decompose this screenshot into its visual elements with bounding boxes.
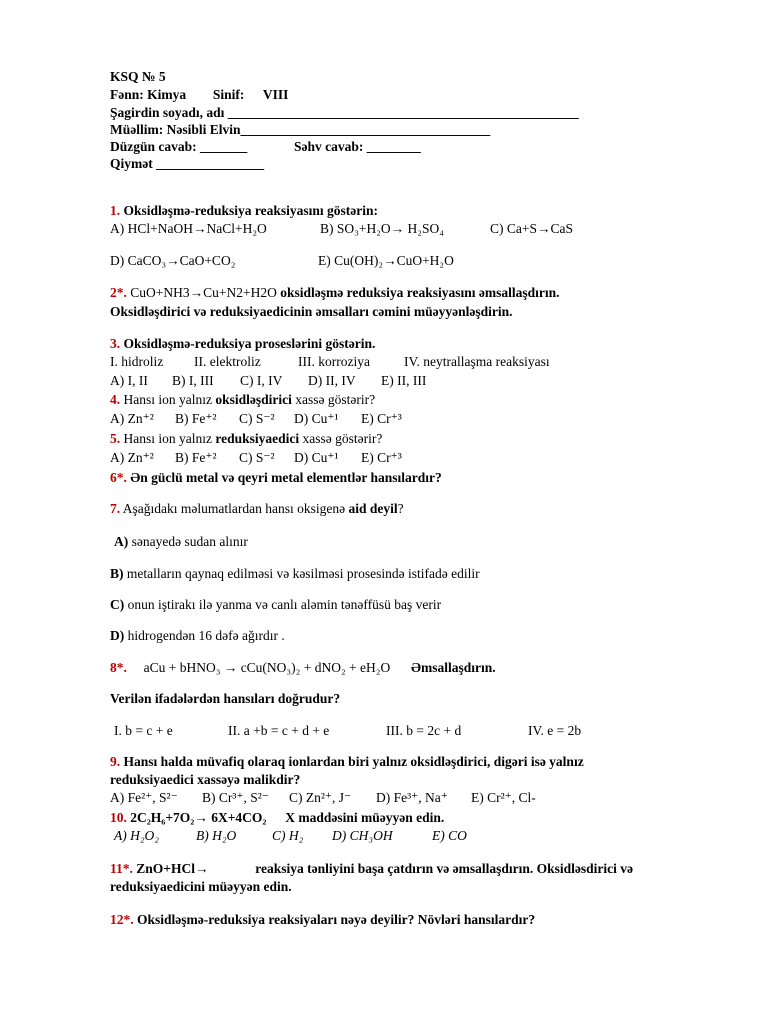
question-9 — [110, 753, 584, 771]
q3-items — [110, 353, 550, 371]
q7-option-d — [110, 627, 285, 645]
q3-answers — [110, 372, 426, 390]
option-d: D) CH₃OH — [332, 828, 393, 843]
option-e: E) CO — [432, 828, 467, 843]
question-2 — [110, 284, 560, 302]
option-a: A) Zn⁺² — [110, 411, 154, 426]
question-8 — [110, 659, 496, 677]
question-keyword: reduksiyaedici — [215, 431, 300, 446]
question-text: Aşağıdakı məlumatlardan hansı oksigenə — [122, 501, 346, 516]
question-number: 11*. — [110, 861, 133, 876]
option-a: A) Zn⁺² — [110, 450, 154, 465]
question-2-continued: Oksidləşdirici və reduksiyaedicinin əmsalları cəmini müəyyənləşdirin. — [110, 304, 513, 319]
option-text: sənayedə sudan alınır — [131, 534, 248, 549]
teacher-line: Müəllim: Nəsibli Elvin_____________________________________ — [110, 122, 491, 137]
grade-value: VIII — [262, 87, 289, 102]
q4-answers — [110, 410, 402, 428]
question-number: 7. — [110, 501, 121, 516]
option-label: A) — [114, 534, 129, 549]
statement: IV. e = 2b — [528, 723, 582, 738]
question-text: X maddəsini müəyyən edin. — [285, 810, 445, 825]
question-task: Əmsallaşdırın. — [410, 660, 496, 675]
question-number: 1. — [110, 203, 121, 218]
q7-option-b — [110, 565, 480, 583]
equation: CuO+NH3→Cu+N2+H2O — [130, 285, 277, 300]
question-number: 3. — [110, 336, 121, 351]
q1-options-row2 — [110, 252, 454, 270]
option-b: B) Fe⁺² — [175, 411, 217, 426]
option-c: C) Zn²⁺, J⁻ — [289, 790, 352, 805]
question-1 — [110, 202, 378, 220]
statement: I. b = c + e — [114, 723, 173, 738]
equation: ZnO+HCl→ — [136, 861, 209, 876]
option-e: E) Cr⁺³ — [361, 450, 402, 465]
option-b: B) I, III — [172, 373, 214, 388]
q5-answers — [110, 449, 402, 467]
question-4 — [110, 391, 375, 409]
question-12 — [110, 911, 535, 929]
student-name-field: Şagirdin soyadı, adı ____________________________________________________ — [110, 105, 579, 120]
grade-field: Qiymət ________________ — [110, 156, 265, 171]
question-text: xassə göstərir? — [295, 392, 376, 407]
question-text: ? — [397, 501, 404, 516]
option-text: hidrogendən 16 dəfə ağırdır . — [127, 628, 285, 643]
question-number: 5. — [110, 431, 121, 446]
question-text: Oksidləşmə-reduksiya reaksiyaları nəyə deyilir? Növləri hansılardır? — [137, 912, 536, 927]
option-c: C) S⁻² — [239, 450, 275, 465]
question-text: Hansı halda müvafiq olaraq ionlardan biri yalnız oksidləşdirici, digəri isə yalnız — [123, 754, 584, 769]
q1-options-row1 — [110, 220, 573, 238]
option-a: A) I, II — [110, 373, 148, 388]
option-b: B) H₂O — [196, 828, 237, 843]
grade-label: Sinif: — [212, 87, 245, 102]
question-number: 9. — [110, 754, 121, 769]
option-c: C) S⁻² — [239, 411, 275, 426]
q10-answers — [114, 827, 467, 845]
option-b: B) Cr³⁺, S²⁻ — [202, 790, 269, 805]
option-d: D) CaCO₃→CaO+CO₂ — [110, 253, 236, 268]
worksheet-code: KSQ № 5 — [110, 69, 166, 84]
option-text: metalların qaynaq edilməsi və kəsilməsi prosesində istifadə edilir — [126, 566, 480, 581]
question-7 — [110, 500, 404, 518]
question-text: Ən güclü metal və qeyri metal elementlər hansılardır? — [130, 470, 442, 485]
question-text: reaksiya tənliyini başa çatdırın və əmsallaşdırın. Oksidləsdirici və — [255, 861, 634, 876]
option-c: C) H₂ — [272, 828, 304, 843]
q9-answers — [110, 789, 536, 807]
equation: 2C₂H₆+7O₂→ 6X+4CO₂ — [130, 810, 267, 825]
statement: III. b = 2c + d — [386, 723, 462, 738]
option-e: E) Cr²⁺, Cl- — [471, 790, 536, 805]
q7-option-a — [114, 533, 248, 551]
correct-answers-field: Düzgün cavab: _______ — [110, 139, 248, 154]
question-number: 8*. — [110, 660, 127, 675]
question-number: 10. — [110, 810, 127, 825]
option-a: A) Fe²⁺, S²⁻ — [110, 790, 178, 805]
q8-statements — [114, 722, 581, 740]
question-number: 4. — [110, 392, 121, 407]
option-d: D) Cu⁺¹ — [294, 450, 339, 465]
question-text: Oksidləşmə-reduksiya proseslərini göstərin. — [123, 336, 376, 351]
question-5 — [110, 430, 382, 448]
option-label: C) — [110, 597, 125, 612]
question-11-continued: reduksiyaedicini müəyyən edin. — [110, 879, 292, 894]
option-c: C) Ca+S→CaS — [490, 221, 573, 236]
question-number: 2*. — [110, 285, 127, 300]
question-number: 12*. — [110, 912, 134, 927]
item: II. elektroliz — [194, 354, 261, 369]
question-9-continued: reduksiyaedici xassəyə malikdir? — [110, 772, 301, 787]
option-a: A) HCl+NaOH→NaCl+H₂O — [110, 221, 267, 236]
option-c: C) I, IV — [240, 373, 283, 388]
wrong-answers-field: Səhv cavab: ________ — [294, 139, 421, 154]
question-text: oksidləşmə reduksiya reaksiyasını əmsallaşdırın. — [280, 285, 560, 300]
question-10 — [110, 809, 444, 827]
equation: aCu + bHNO₃ → cCu(NO₃)₂ + dNO₂ + eH₂O — [143, 660, 391, 675]
question-text: Hansı ion yalnız — [123, 431, 212, 446]
statement: II. a +b = c + d + e — [228, 723, 330, 738]
q7-option-c — [110, 596, 441, 614]
item: III. korroziya — [298, 354, 370, 369]
option-e: E) Cu(OH)₂→CuO+H₂O — [318, 253, 454, 268]
subject: Fənn: Kimya — [110, 87, 187, 102]
option-label: D) — [110, 628, 125, 643]
question-8-prompt: Verilən ifadələrdən hansıları doğrudur? — [110, 691, 341, 706]
question-text: Hansı ion yalnız — [123, 392, 212, 407]
question-keyword: oksidləşdirici — [215, 392, 292, 407]
question-text: xassə göstərir? — [302, 431, 383, 446]
question-text: Oksidləşmə-reduksiya reaksiyasını göstərin: — [123, 203, 379, 218]
option-text: onun iştirakı ilə yanma və canlı aləmin tənəffüsü baş verir — [127, 597, 442, 612]
score-line — [110, 138, 421, 156]
item: I. hidroliz — [110, 354, 164, 369]
question-6 — [110, 469, 442, 487]
subject-line — [110, 86, 288, 104]
option-b: B) Fe⁺² — [175, 450, 217, 465]
option-label: B) — [110, 566, 124, 581]
question-number: 6*. — [110, 470, 127, 485]
option-d: D) Fe³⁺, Na⁺ — [376, 790, 448, 805]
question-keyword: aid deyil — [348, 501, 398, 516]
option-a: A) H₂O₂ — [114, 828, 160, 843]
question-11 — [110, 860, 633, 878]
option-b: B) SO₃+H₂O→ H₂SO₄ — [320, 221, 444, 236]
item: IV. neytrallaşma reaksiyası — [404, 354, 550, 369]
option-d: D) II, IV — [308, 373, 356, 388]
option-e: E) II, III — [381, 373, 427, 388]
option-d: D) Cu⁺¹ — [294, 411, 339, 426]
option-e: E) Cr⁺³ — [361, 411, 402, 426]
question-3 — [110, 335, 375, 353]
